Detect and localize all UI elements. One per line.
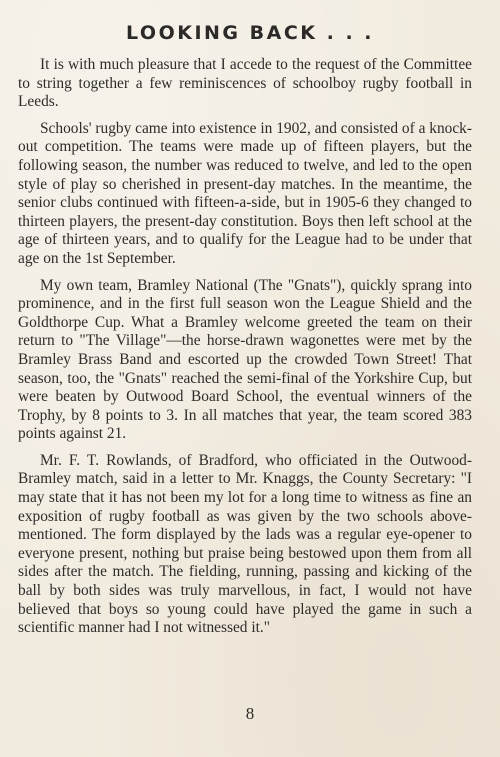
paragraph-bramley-team: My own team, Bramley National (The "Gnats"), quickly sprang into prominence, and in the first full season won the League Shield and the Goldthorpe Cup. What a Bramley welcome greeted the team on their return to "The Village"—the horse-drawn wagonettes were met by the Bramley Brass Band and escorted up the crowded Town Street! That season, too, the "Gnats" reached the semi-final of the Yorkshire Cup, but were beaten by Outwood Board School, the eventual winners of the Trophy, by 8 points to 3. In all matches that year, the team scored 383 points against 21. xyxy=(18,276,472,443)
paragraph-rowlands-letter: Mr. F. T. Rowlands, of Bradford, who officiated in the Outwood-Bramley match, said in a letter to Mr. Knaggs, the County Secretary: "I may state that it has not been my lot for a long time to witness as fine an exposition of rugby football as was given by the two schools above-mentioned. The form displayed by the lads was a regular eye-opener to everyone present, nothing but praise being bestowed upon them from all sides after the match. The fielding, running, passing and kicking of the ball by both sides was truly marvellous, in fact, I would not have believed that boys so young could have played the game in such a scientific manner had I not witnessed it." xyxy=(18,451,472,637)
page-title: LOOKING BACK . . . xyxy=(126,22,374,44)
body-text xyxy=(18,56,472,638)
page-number: 8 xyxy=(245,704,255,723)
paragraph-history: Schools' rugby came into existence in 1902, and consisted of a knock-out competition. The teams were made up of fifteen players, but the following season, the number was reduced to twelve, and led to the open style of play so cherished in present-day matches. In the meantime, the senior clubs continued with fifteen-a-side, but in 1905-6 they changed to thirteen players, the present-day constitution. Boys then left school at the age of thirteen years, and to qualify for the League had to be under that age on the 1st September. xyxy=(18,119,472,267)
paragraph-intro: It is with much pleasure that I accede to the request of the Committee to string together a few reminiscences of schoolboy rugby football in Leeds. xyxy=(18,56,472,111)
